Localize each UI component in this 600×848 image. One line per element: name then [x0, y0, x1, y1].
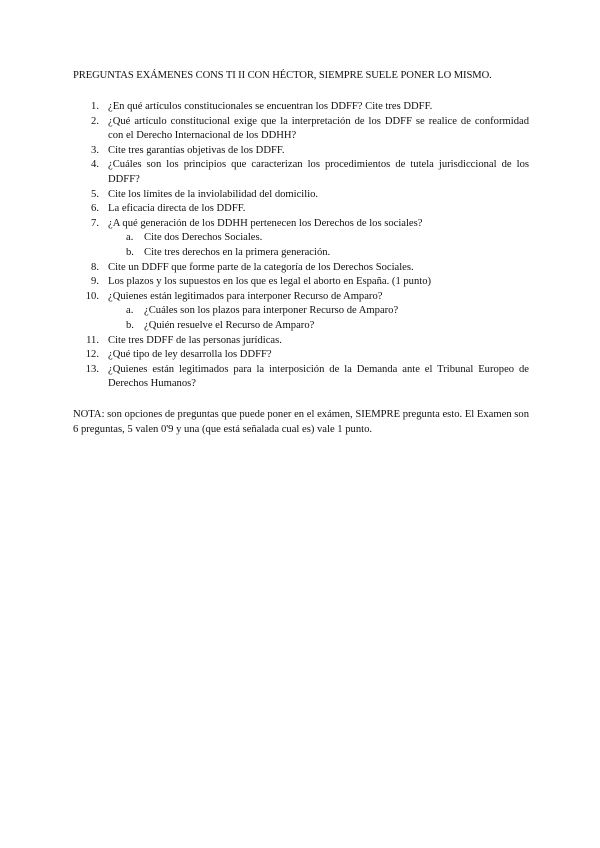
- sub-question-item: [73, 246, 529, 261]
- question-item: [73, 334, 529, 349]
- question-number: 7.: [91, 217, 99, 229]
- question-item: [73, 100, 529, 115]
- question-item: [73, 261, 529, 276]
- question-number: 5.: [91, 188, 99, 200]
- note-paragraph: NOTA: son opciones de preguntas que puede poner en el exámen, SIEMPRE pregunta esto. El Examen son 6 preguntas, 5 valen 0'9 y una (que está señalada cual es) vale 1 punto.: [73, 409, 529, 435]
- question-number: 9.: [91, 276, 99, 288]
- question-item: [73, 348, 529, 363]
- question-number: 12.: [85, 349, 99, 361]
- sub-question-letter: b.: [126, 319, 134, 331]
- question-item: [73, 158, 529, 187]
- question-number: 8.: [91, 261, 99, 273]
- sub-question-letter: a.: [126, 305, 134, 317]
- sub-question-item: [73, 304, 529, 319]
- question-text: ¿Qué tipo de ley desarrolla los DDFF?: [108, 349, 272, 361]
- question-text: Cite los límites de la inviolabilidad del domicilio.: [108, 188, 319, 200]
- sub-question-letter: a.: [126, 232, 134, 244]
- sub-question-letter: b.: [126, 246, 134, 258]
- question-text: ¿A qué generación de los DDHH pertenecen los Derechos de los sociales?: [108, 217, 423, 229]
- document-heading: PREGUNTAS EXÁMENES CONS TI II CON HÉCTOR, SIEMPRE SUELE PONER LO MISMO.: [73, 70, 492, 81]
- sub-question-text: Cite dos Derechos Sociales.: [144, 232, 263, 244]
- question-text: ¿Qué artículo constitucional exige que la interpretación de los DDFF se realice de conformidad con el Derecho Internacional de los DDHH?: [108, 115, 529, 142]
- question-text: Cite tres garantías objetivas de los DDFF.: [108, 144, 285, 156]
- sub-question-item: [73, 231, 529, 246]
- question-text: Cite tres DDFF de las personas jurídicas.: [108, 334, 282, 346]
- question-text: ¿En qué artículos constitucionales se encuentran los DDFF? Cite tres DDFF.: [108, 101, 433, 112]
- question-number: 13.: [85, 363, 99, 375]
- question-number: 3.: [91, 144, 99, 156]
- question-number: 2.: [91, 115, 99, 127]
- question-item: [73, 217, 529, 232]
- question-text: ¿Quienes están legitimados para la interposición de la Demanda ante el Tribunal Europeo de Derechos Humanos?: [108, 363, 529, 390]
- question-text: ¿Quienes están legitimados para interponer Recurso de Amparo?: [108, 290, 383, 302]
- question-text: La eficacia directa de los DDFF.: [108, 203, 246, 215]
- question-number: 4.: [91, 159, 99, 171]
- question-item: [73, 115, 529, 144]
- question-number: 6.: [91, 203, 99, 215]
- question-text: ¿Cuáles son los principios que caracterizan los procedimientos de tutela jurisdiccional de los DDFF?: [108, 159, 529, 185]
- question-text: Los plazos y los supuestos en los que es legal el aborto en España. (1 punto): [108, 276, 432, 288]
- question-item: [73, 290, 529, 305]
- question-item: [73, 202, 529, 217]
- sub-question-text: ¿Cuáles son los plazos para interponer Recurso de Amparo?: [144, 305, 399, 317]
- question-item: [73, 188, 529, 203]
- question-item: [73, 363, 529, 392]
- question-number: 10.: [85, 290, 99, 302]
- sub-question-text: Cite tres derechos en la primera generación.: [144, 246, 331, 258]
- question-number: 1.: [91, 101, 99, 112]
- sub-question-item: [73, 319, 529, 334]
- question-list: [73, 100, 529, 392]
- question-item: [73, 275, 529, 290]
- question-item: [73, 144, 529, 159]
- sub-question-text: ¿Quién resuelve el Recurso de Amparo?: [144, 319, 315, 331]
- question-number: 11.: [86, 334, 99, 346]
- question-text: Cite un DDFF que forme parte de la categoría de los Derechos Sociales.: [108, 261, 414, 273]
